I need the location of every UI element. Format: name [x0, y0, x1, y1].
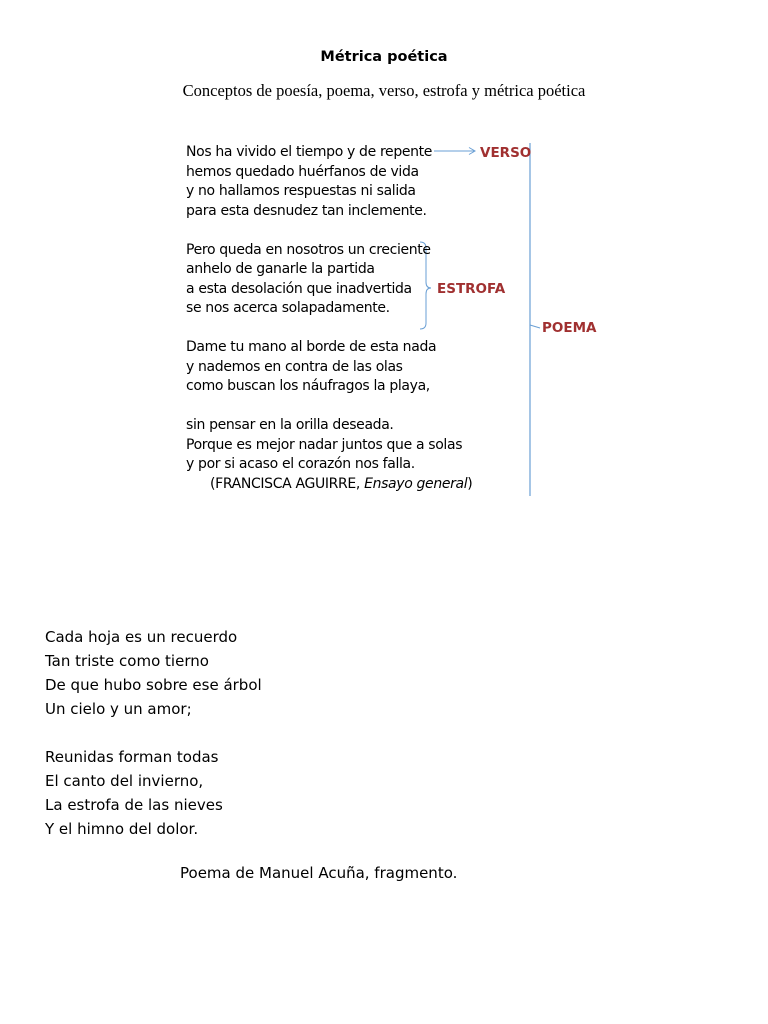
page-subtitle: Conceptos de poesía, poema, verso, estrofa y métrica poética — [182, 81, 586, 100]
verse-line: Reunidas forman todas — [45, 748, 219, 766]
attribution-prefix: (FRANCISCA AGUIRRE, — [210, 475, 365, 492]
stanza-gap — [186, 221, 472, 241]
verse-line: Y el himno del dolor. — [45, 820, 199, 838]
verso-label: VERSO — [480, 145, 532, 161]
verse-line: La estrofa de las nieves — [45, 796, 223, 814]
verse-line: y no hallamos respuestas ni salida — [186, 183, 416, 199]
poem-second — [45, 625, 262, 841]
stanza-1 — [186, 143, 472, 221]
verse-line: Tan triste como tierno — [45, 652, 209, 670]
poema-label: POEMA — [542, 320, 597, 336]
verse-line: Porque es mejor nadar juntos que a solas — [186, 436, 463, 453]
poem-attribution — [186, 475, 472, 495]
verse-line: De que hubo sobre ese árbol — [45, 676, 262, 694]
poema-bracket-tick — [530, 325, 540, 328]
verse-line: Un cielo y un amor; — [45, 700, 192, 718]
verse-line: Cada hoja es un recuerdo — [45, 628, 238, 646]
verse-line: hemos quedado huérfanos de vida — [186, 163, 419, 180]
verse-line: para esta desnudez tan inclemente. — [186, 202, 427, 219]
verse-line: anhelo de ganarle la partida — [186, 261, 375, 277]
stanza-2 — [45, 745, 262, 841]
verse-line: se nos acerca solapadamente. — [186, 300, 390, 316]
verse-line: Nos ha vivido el tiempo y de repente — [186, 144, 433, 160]
verse-line: sin pensar en la orilla deseada. — [186, 417, 394, 433]
poem-example — [186, 143, 472, 494]
verse-line: y por si acaso el corazón nos falla. — [186, 456, 415, 472]
page-title: Métrica poética — [320, 49, 448, 65]
stanza-gap — [186, 397, 472, 417]
verse-line: Pero queda en nosotros un creciente — [186, 241, 431, 258]
attribution-work: Ensayo general — [364, 475, 468, 492]
verse-line: como buscan los náufragos la playa, — [186, 378, 430, 394]
stanza-1 — [45, 625, 262, 721]
stanza-gap — [45, 721, 262, 745]
poem-source: Poema de Manuel Acuña, fragmento. — [180, 864, 458, 882]
verse-line: a esta desolación que inadvertida — [186, 280, 412, 297]
estrofa-label: ESTROFA — [437, 281, 506, 297]
attribution-suffix: ) — [467, 475, 473, 492]
verse-line: El canto del invierno, — [45, 772, 204, 790]
stanza-4 — [186, 416, 472, 475]
stanza-gap — [186, 319, 472, 339]
stanza-2 — [186, 241, 472, 319]
verse-line: Dame tu mano al borde de esta nada — [186, 339, 437, 355]
verse-line: y nademos en contra de las olas — [186, 358, 403, 375]
stanza-3 — [186, 338, 472, 397]
